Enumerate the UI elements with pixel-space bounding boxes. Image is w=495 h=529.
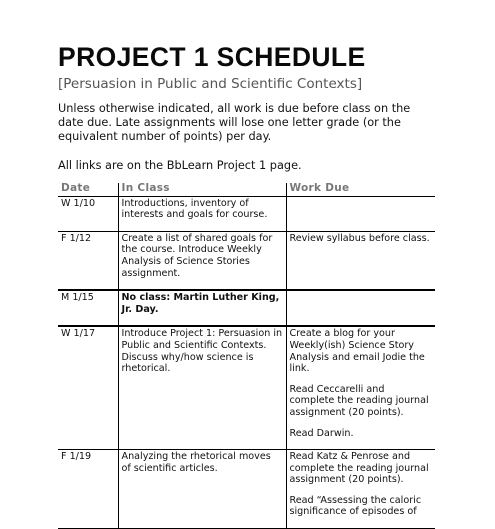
work-due-item: Read Ceccarelli and complete the reading journal assignment (20 points). — [289, 383, 429, 418]
intro-paragraph: Unless otherwise indicated, all work is due before class on the date due. Late assignments will lose one letter grade (or the equivalent number of points) per day. — [58, 102, 411, 143]
work-due-cell — [286, 326, 435, 449]
work-due-cell — [286, 196, 435, 231]
work-due-cell — [286, 290, 435, 326]
page-subtitle: [Persuasion in Public and Scientific Contexts] — [58, 76, 363, 92]
in-class-cell: Introductions, inventory of interests and goals for course. — [118, 196, 286, 231]
table-row — [58, 450, 435, 529]
schedule-table — [58, 183, 435, 529]
work-due-cell — [286, 450, 435, 529]
work-due-item: Read Katz & Penrose and complete the reading journal assignment (20 points). — [289, 451, 429, 486]
in-class-cell: Introduce Project 1: Persuasion in Public and Scientific Contexts. Discuss why/how science is rhetorical. — [118, 326, 286, 449]
header-work-due: Work Due — [286, 183, 435, 196]
header-in-class: In Class — [118, 183, 286, 196]
in-class-cell: No class: Martin Luther King, Jr. Day. — [118, 290, 286, 326]
links-note: All links are on the BbLearn Project 1 page. — [58, 159, 302, 172]
page-title: PROJECT 1 SCHEDULE — [58, 42, 366, 72]
work-due-cell — [286, 231, 435, 290]
date-cell: W 1/10 — [58, 196, 118, 231]
table-row — [58, 290, 435, 326]
document-page — [58, 42, 438, 529]
work-due-item: Create a blog for your Weekly(ish) Science Story Analysis and email Jodie the link. — [289, 328, 425, 375]
date-cell: W 1/17 — [58, 326, 118, 449]
in-class-cell: Create a list of shared goals for the course. Introduce Weekly Analysis of Science Stories assignment. — [118, 231, 286, 290]
in-class-cell: Analyzing the rhetorical moves of scientific articles. — [118, 450, 286, 529]
work-due-item: Read Darwin. — [289, 427, 354, 439]
date-cell: F 1/12 — [58, 231, 118, 290]
date-cell: F 1/19 — [58, 450, 118, 529]
table-header-row — [58, 183, 435, 196]
work-due-item: Read “Assessing the caloric significance of episodes of — [289, 494, 422, 518]
header-date: Date — [58, 183, 118, 196]
date-cell: M 1/15 — [58, 290, 118, 326]
table-row — [58, 326, 435, 449]
work-due-item: Review syllabus before class. — [289, 232, 430, 244]
table-row — [58, 231, 435, 290]
table-row — [58, 196, 435, 231]
